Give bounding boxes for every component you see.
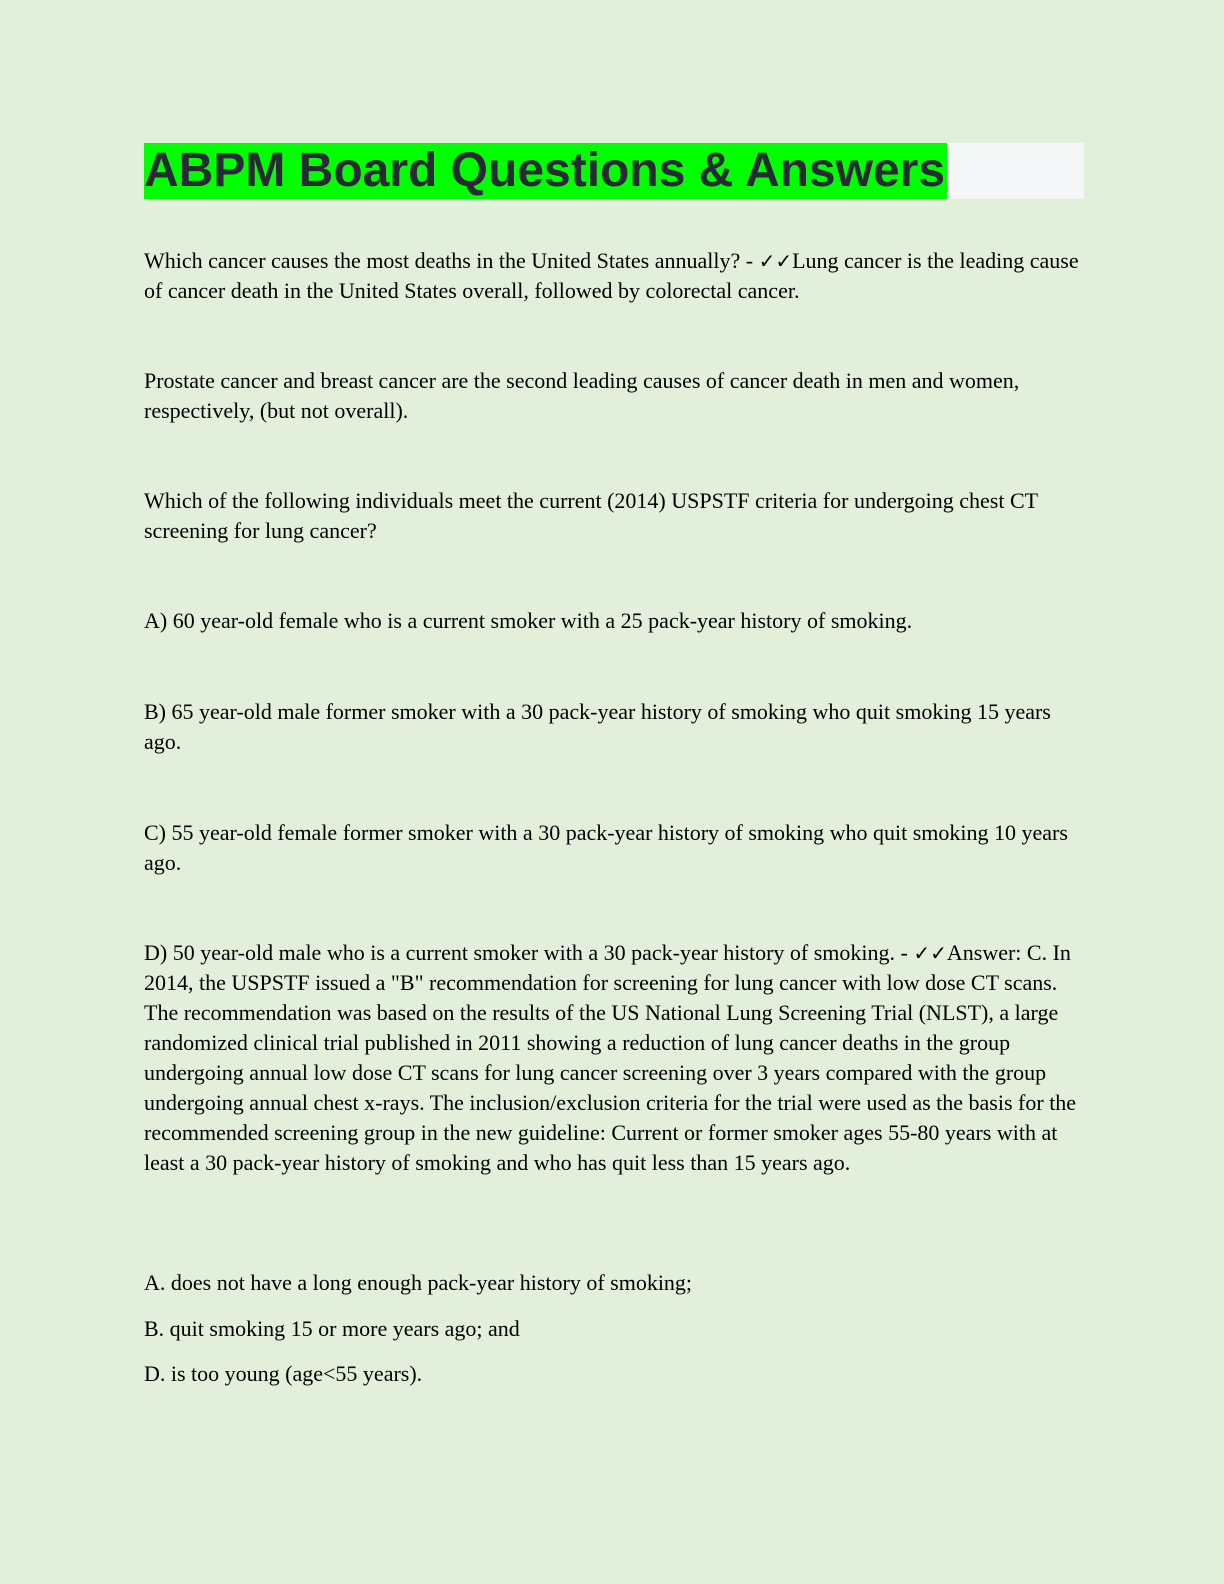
answer-1-text: Lung cancer is the leading cause of cancer death in the United States overall, followed by colorectal cancer.	[144, 248, 1079, 303]
answer-2-text: Answer: C. In 2014, the USPSTF issued a "B" recommendation for screening for lung cancer with low dose CT scans. The recommendation was based on the results of the US National Lung Screening Trial (NLST), a large randomized clinical trial published in 2011 showing a reduction of lung cancer deaths in the group undergoing annual low dose CT scans for lung cancer screening over 3 years compared with the group undergoing annual chest x-rays. The inclusion/exclusion criteria for the trial were used as the basis for the recommended screening group in the new guideline: Current or former smoker ages 55-80 years with at least a 30 pack-year history of smoking and who has quit less than 15 years ago.	[144, 940, 1077, 1175]
double-check-icon: ✓✓	[913, 941, 947, 965]
question-1	[144, 246, 1084, 306]
option-d-with-answer	[144, 938, 1084, 1178]
paragraph-prostate-breast: Prostate cancer and breast cancer are the second leading causes of cancer death in men and women, respectively, (but not overall).	[144, 368, 1020, 423]
option-a: A) 60 year-old female who is a current smoker with a 25 pack-year history of smoking.	[144, 608, 913, 633]
explanation-b: B. quit smoking 15 or more years ago; and	[144, 1316, 520, 1341]
question-1-text: Which cancer causes the most deaths in the United States annually? -	[144, 248, 759, 273]
option-c: C) 55 year-old female former smoker with a 30 pack-year history of smoking who quit smoking 10 years ago.	[144, 820, 1068, 875]
question-2-stem: Which of the following individuals meet the current (2014) USPSTF criteria for undergoing chest CT screening for lung cancer?	[144, 488, 1038, 543]
page-title: ABPM Board Questions & Answers	[144, 144, 946, 197]
explanation-d: D. is too young (age<55 years).	[144, 1361, 423, 1386]
explanation-a: A. does not have a long enough pack-year history of smoking;	[144, 1270, 693, 1295]
option-b: B) 65 year-old male former smoker with a 30 pack-year history of smoking who quit smoking 15 years ago.	[144, 699, 1051, 754]
option-d: D) 50 year-old male who is a current smoker with a 30 pack-year history of smoking. -	[144, 940, 908, 965]
double-check-icon: ✓✓	[758, 249, 793, 273]
